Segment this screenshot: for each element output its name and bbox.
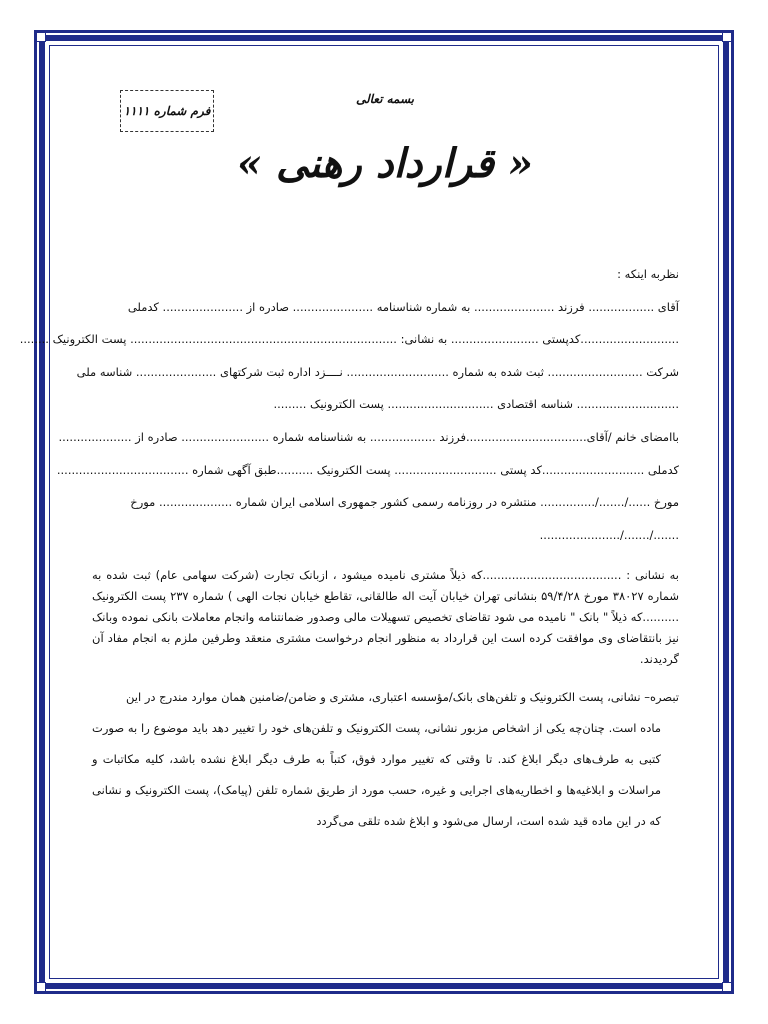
form-line: مورخ ....../......./............... منتشره در روزنامه رسمی کشور جمهوری اسلامی ایران شماره .................... مورخ (130, 495, 679, 510)
bank-paragraph: به نشانی : ......................................که ذیلاً مشتری نامیده میشود ، ازبانک تجارت (شرکت سهامی عام) ثبت شده به شماره ۳۸۰۲۷ مورخ ۵۹/۴/۲۸ بنشانی تهران خیابان آیت اله طالقانی، تقاطع خیابان نجات الهی ) شماره ۲۳۷ پست الکترونیک ..........که ذیلاً " بانک " نامیده می شود تقاضای تخصیص تسهیلات مالی وصدور ضمانتنامه وانجام معاملات بانکی نموده وبانک نیز بانتقاضای وی موافقت کرده است این قرارداد به منظور انجام درخواست مشتری منعقد وطرفین ملزم به انجام مفاد آن گردیدند. (92, 568, 679, 667)
form-line: آقای .................. فرزند ...................... به شماره شناسنامه ...................... صادره از ...................... کدملی (127, 299, 679, 314)
form-line: ......./......./...................... (539, 527, 679, 542)
basmala: بسمه تعالی (355, 92, 415, 106)
intro-line: نظربه اینکه : (617, 267, 679, 281)
form-line: باامضای خانم /آقای.................................فرزند .................. به شناسنامه شماره ........................ صادره از .................... (58, 429, 679, 444)
corner-ornament (36, 982, 46, 992)
form-line: شرکت .......................... ثبت شده به شماره ............................ نــــزد اداره ثبت شرکتهای ...................... شناسه ملی (76, 364, 679, 379)
note-first-line: تبصره– نشانی، پست الکترونیک و تلفن‌های بانک/مؤسسه اعتباری، مشتری و ضامن/ضامنین همان موارد مندرج در این (126, 690, 679, 705)
note-paragraph (92, 682, 679, 837)
corner-ornament (722, 982, 732, 992)
form-line: ...........................کدپستی ........................ به نشانی: ......................................................................... پست الکترونیک ........ (19, 332, 679, 347)
form-number-box (120, 90, 214, 132)
note-body: ماده است. چنان‌چه یکی از اشخاص مزبور نشانی، پست الکترونیک و تلفن‌های خود را تغییر دهد باید موضوع را به صورت کتبی به طرف‌های دیگر ابلاغ کند. تا وقتی که تغییر موارد فوق، کتباً به طرف دیگر ابلاغ نشده باشد، کلیه مکاتبات و مراسلات و ابلاغیه‌ها و اخطاریه‌های اجرایی و غیره، حسب مورد از طریق شماره تلفن (پیامک)، پست الکترونیک و نشانی که در این ماده قید شده است، ارسال می‌شود و ابلاغ شده تلقی می‌گردد (92, 721, 661, 829)
corner-ornament (36, 32, 46, 42)
form-line: ............................ شناسه اقتصادی ............................. پست الکترونیک ......... (273, 397, 679, 412)
form-line: کدملی ............................کد پستی ............................ پست الکترونیک ..........طبق آگهی شماره .................................... (56, 462, 679, 477)
form-number: فرم شماره ۱۱۱۱ (123, 104, 211, 118)
document-title: « قرارداد رهنی » (237, 140, 533, 187)
corner-ornament (722, 32, 732, 42)
contract-body (19, 258, 679, 837)
